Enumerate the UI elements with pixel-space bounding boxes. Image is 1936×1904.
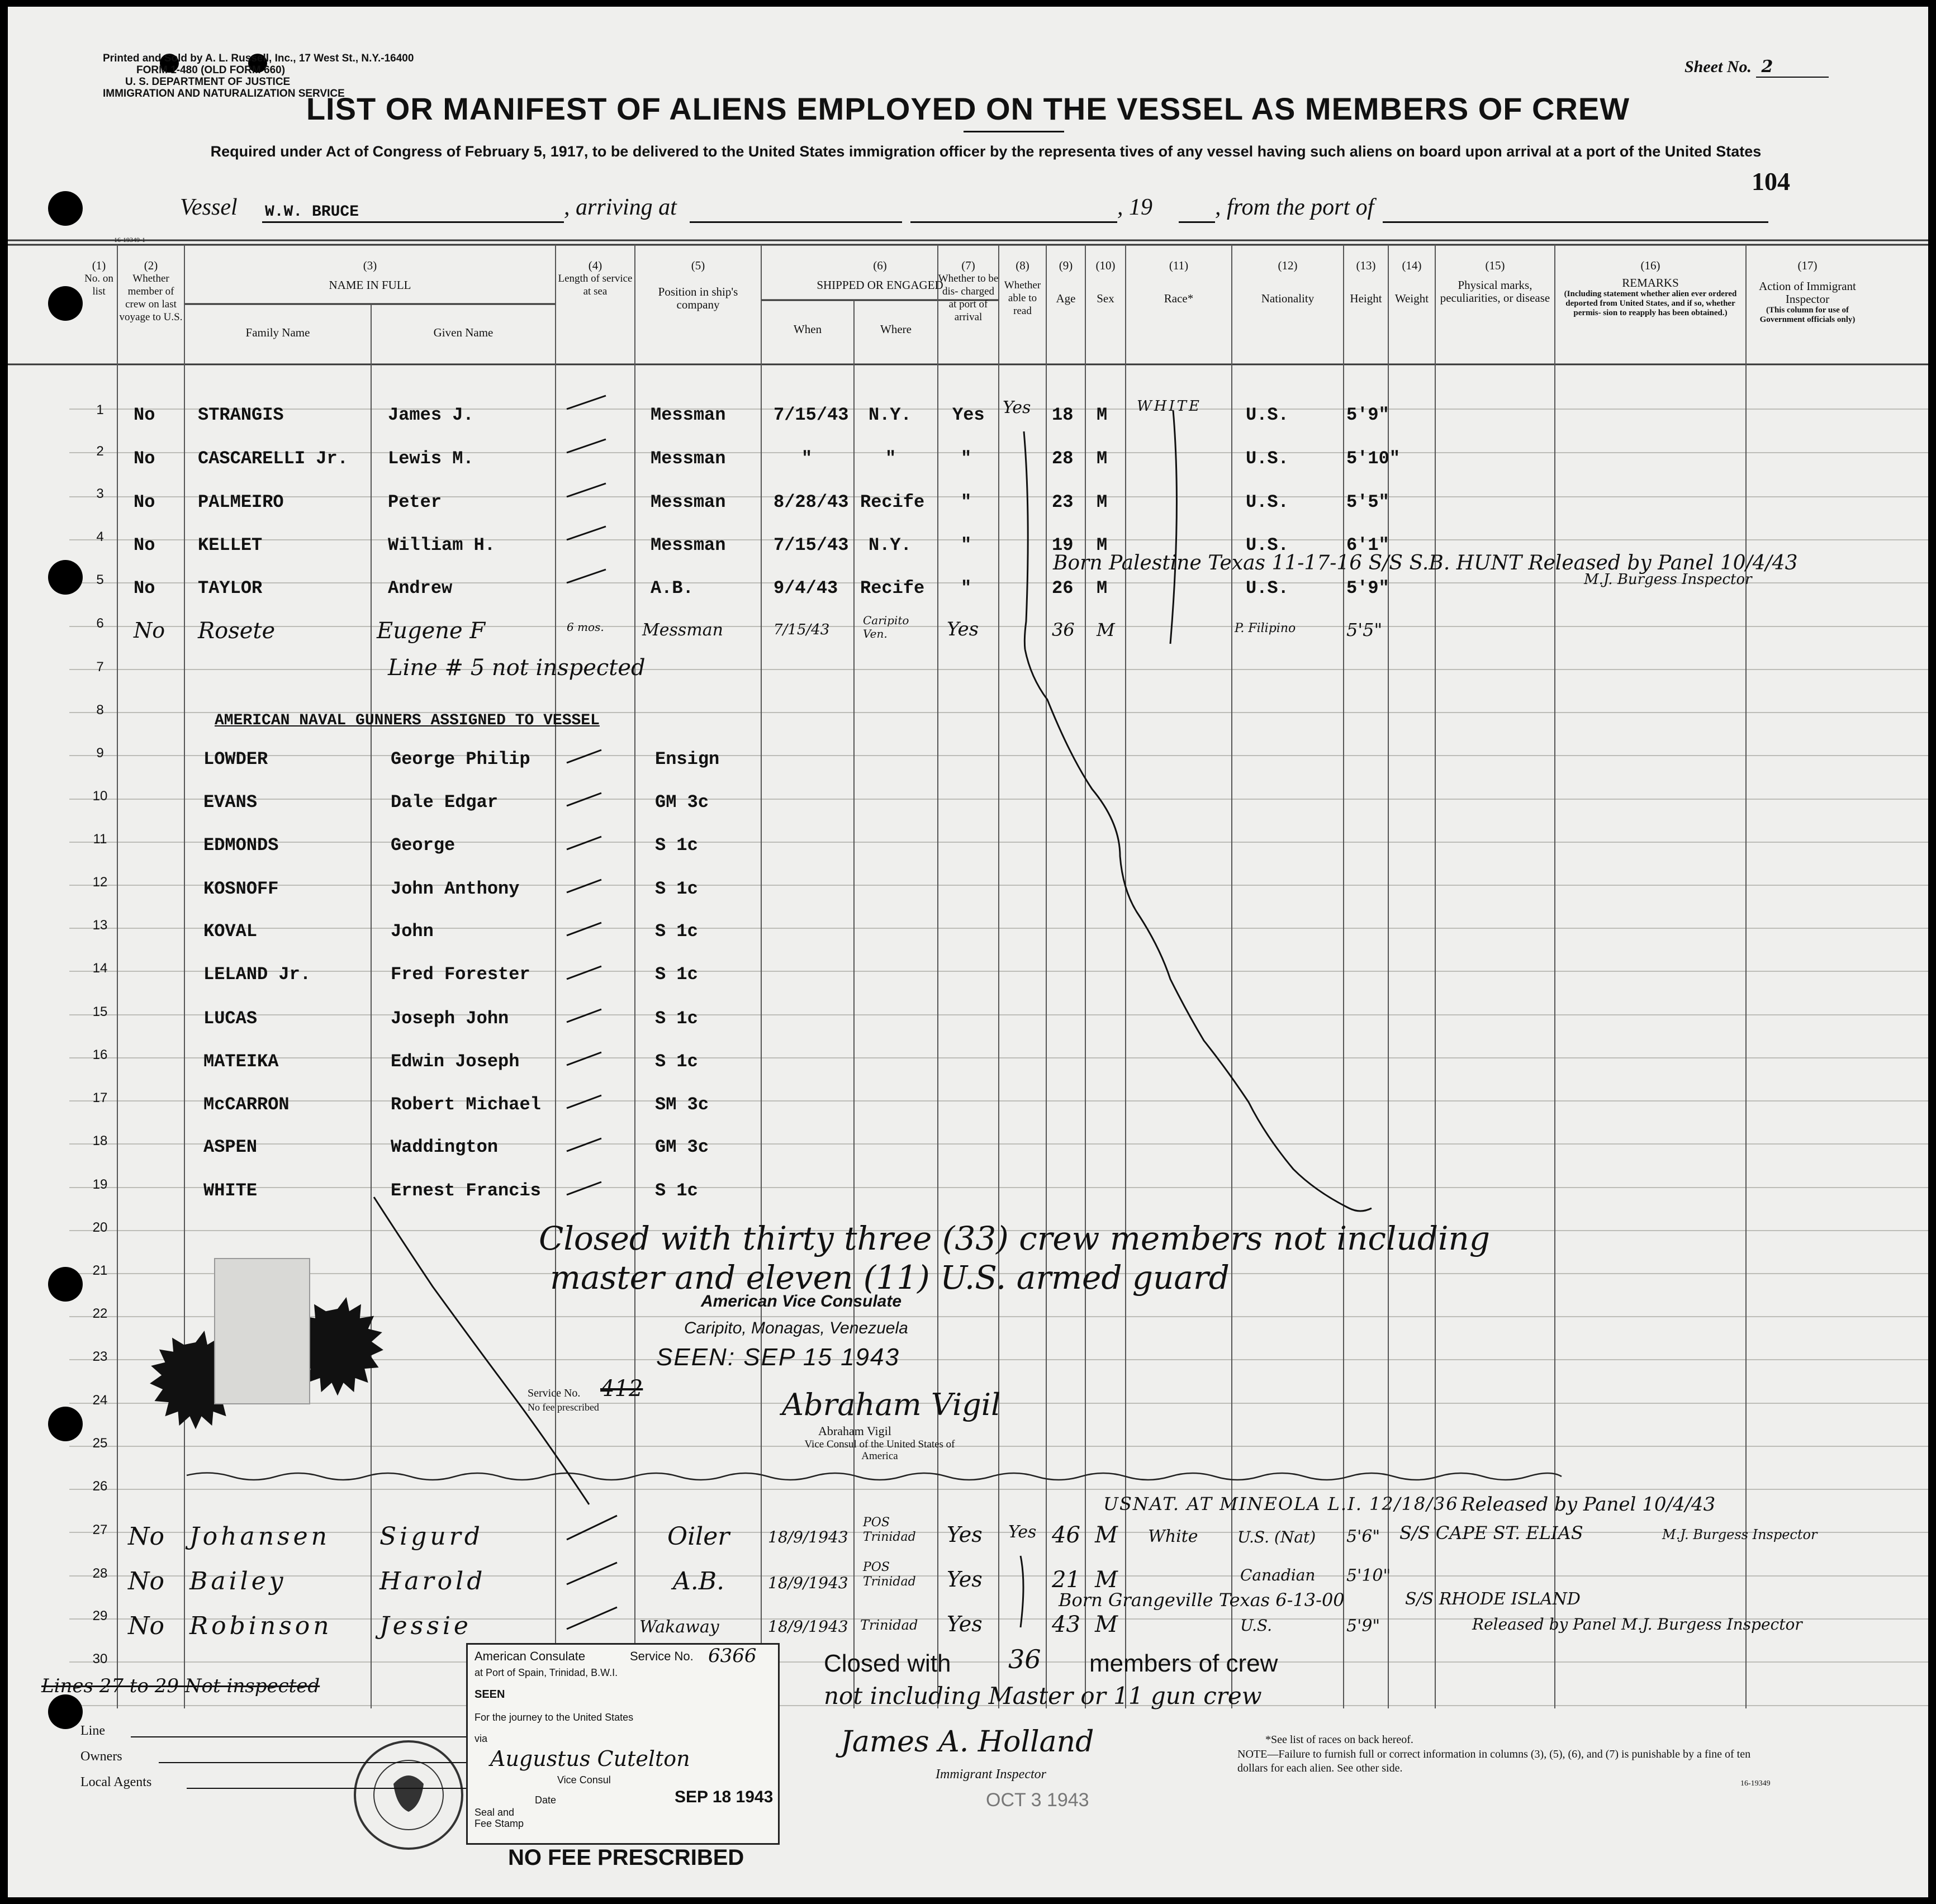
row-number: 30 [92, 1651, 108, 1666]
sex: M [1095, 1567, 1118, 1593]
shipped-when: 7/15/43 [774, 535, 849, 555]
shipped-where: Recife [860, 578, 925, 599]
row7-note: Line # 5 not inspected [388, 655, 646, 681]
row-number: 17 [92, 1090, 108, 1105]
family-name: Johansen [189, 1522, 330, 1551]
when-header: When [793, 322, 822, 336]
stamp-via: via [474, 1733, 488, 1744]
family-name-header: Family Name [245, 326, 310, 339]
date-underline [910, 221, 1117, 223]
department-line: U. S. DEPARTMENT OF JUSTICE [125, 76, 291, 88]
position: Messman [651, 405, 726, 425]
position: GM 3c [655, 1137, 709, 1157]
age: 18 [1052, 405, 1074, 425]
family-name: LOWDER [203, 749, 268, 770]
position: A.B. [651, 578, 694, 599]
no-fee-stamp: NO FEE PRESCRIBED [508, 1845, 744, 1870]
nationality: U.S. [1246, 405, 1289, 425]
punch-hole [48, 1407, 83, 1441]
sex: M [1097, 578, 1108, 599]
family-name: KOVAL [203, 921, 258, 942]
shipped-when: 7/15/43 [774, 621, 830, 638]
stamp-signature: Augustus Cutelton [490, 1746, 690, 1771]
position: Messman [642, 620, 723, 640]
given-name: William H. [388, 535, 496, 555]
document-number: 104 [1752, 167, 1790, 196]
inspector-date-stamp: OCT 3 1943 [986, 1789, 1089, 1811]
row-number: 20 [92, 1220, 108, 1235]
discharged: Yes [947, 1522, 983, 1547]
shipped-where: Recife [860, 492, 925, 512]
race: WHITE [1137, 398, 1202, 415]
sex: M [1097, 492, 1108, 512]
owners-underline [159, 1762, 466, 1763]
port-underline [1383, 221, 1768, 223]
row-number: 15 [92, 1004, 108, 1019]
service-line: IMMIGRATION AND NATURALIZATION SERVICE [103, 88, 345, 99]
sex: M [1095, 1522, 1118, 1548]
row-number: 9 [96, 746, 104, 761]
shipped-where: POS Trinidad [863, 1560, 916, 1589]
small-form-number: 16-19349-1 [114, 236, 145, 244]
crew-last-voyage: No [134, 448, 155, 469]
given-name-header: Given Name [433, 326, 494, 339]
row-number: 6 [96, 616, 104, 631]
given-name: James J. [388, 405, 474, 425]
given-name: Eugene F [377, 618, 486, 644]
age: 23 [1052, 492, 1074, 512]
consulate-location: Caripito, Monagas, Venezuela [684, 1319, 908, 1337]
crew-last-voyage: No [134, 405, 155, 425]
age: 46 [1052, 1522, 1080, 1548]
punch-hole [48, 560, 83, 595]
col-8-header: (8) Whether able to read [1004, 259, 1041, 317]
height: 5'5" [1346, 492, 1389, 512]
from-port-label: , from the port of [1215, 194, 1374, 220]
position: Messman [651, 492, 726, 512]
position: Messman [651, 448, 726, 469]
crew-last-voyage: No [128, 1522, 164, 1551]
nationality: U.S. [1246, 535, 1289, 555]
vessel-name: W.W. BRUCE [265, 203, 359, 221]
discharged: " [961, 578, 972, 599]
stamp-seen: SEEN [474, 1688, 505, 1701]
col-11-header: (11) Race* [1164, 259, 1194, 305]
position: SM 3c [655, 1094, 709, 1115]
discharged: Yes [947, 618, 979, 640]
lines-not-inspected-note: Lines 27 to 29 Not inspected [41, 1675, 320, 1697]
discharged: " [961, 492, 972, 512]
position: Wakaway [639, 1617, 719, 1637]
manifest-sheet [8, 7, 1928, 1897]
closing-note-line2: master and eleven (11) U.S. armed guard [550, 1259, 1230, 1297]
height: 5'10" [1346, 1566, 1391, 1585]
col-7-header: (7) Whether to be dis- charged at port of arrival [938, 259, 999, 323]
stamp-service-label: Service No. [630, 1649, 694, 1663]
sex: M [1097, 619, 1115, 640]
row-number: 26 [92, 1479, 108, 1494]
shipped-where: Caripito Ven. [863, 614, 909, 640]
stamp-title: American Consulate [474, 1649, 586, 1663]
given-name: Andrew [388, 578, 453, 599]
crew-last-voyage: No [134, 492, 155, 512]
row29-release: Released by Panel M.J. Burgess Inspector [1472, 1615, 1802, 1634]
title-underline [964, 131, 1064, 132]
penalty-note: NOTE—Failure to furnish full or correct information in columns (3), (5), (6), and (7) is punishable by a fine of ten dollars for each alien. See other side. [1237, 1748, 1751, 1774]
given-name: John Anthony [391, 879, 520, 899]
year-label: , 19 [1117, 194, 1152, 220]
height: 5'6" [1346, 1527, 1380, 1546]
punch-hole [48, 1694, 83, 1729]
punch-hole [48, 286, 83, 321]
position: S 1c [655, 1051, 698, 1072]
closed-with-line2: not including Master or 11 gun crew [824, 1682, 1262, 1710]
nationality: U.S. [1240, 1616, 1273, 1635]
closed-with-count: 36 [1008, 1644, 1041, 1674]
family-name: STRANGIS [198, 405, 284, 425]
service-label: Service No. [528, 1387, 581, 1399]
given-name: George [391, 835, 455, 856]
family-name: LELAND Jr. [203, 964, 311, 985]
family-name: EDMONDS [203, 835, 279, 856]
col-14-header: (14) Weight [1394, 259, 1429, 305]
line-label: Line [80, 1723, 105, 1738]
col-10-header: (10) Sex [1095, 259, 1116, 305]
shipped-when: " [801, 448, 813, 469]
family-name: Bailey [189, 1567, 287, 1596]
col-13-header: (13) Height [1350, 259, 1382, 305]
family-name: WHITE [203, 1180, 258, 1201]
stamp-date-label: Date [535, 1794, 557, 1806]
row-number: 4 [96, 529, 104, 544]
row-number: 12 [92, 875, 108, 890]
row27-inspector: M.J. Burgess Inspector [1662, 1527, 1818, 1542]
nationality: P. Filipino [1235, 621, 1296, 635]
col-15-header: (15) Physical marks, peculiarities, or disease [1440, 259, 1550, 305]
given-name: Fred Forester [391, 964, 530, 985]
col-2-header: (2) Whether member of crew on last voyage to U.S. [119, 259, 183, 323]
family-name: Robinson [189, 1612, 333, 1640]
row-number: 28 [92, 1566, 108, 1581]
given-name: Jessie [379, 1612, 472, 1640]
vessel-label: Vessel [180, 194, 238, 220]
family-name: EVANS [203, 792, 258, 813]
where-header: Where [880, 322, 912, 336]
height: 6'1" [1346, 535, 1389, 555]
row-number: 10 [92, 789, 108, 804]
form-subtitle: Required under Act of Congress of February 5, 1917, to be delivered to the United States immigration officer by the representa tives of any vessel having such aliens on board upon arrival at a port of the United States [210, 143, 1762, 160]
position: S 1c [655, 1008, 698, 1029]
shipped-where: Trinidad [860, 1617, 918, 1633]
sheet-label: Sheet No. [1684, 58, 1752, 76]
family-name: MATEIKA [203, 1051, 279, 1072]
discharged: Yes [952, 405, 985, 425]
race-footnote: *See list of races on back hereof. [1265, 1734, 1413, 1746]
given-name: Harold [379, 1567, 486, 1596]
col-12-header: (12) Nationality [1261, 259, 1315, 305]
row-number: 23 [92, 1349, 108, 1364]
vessel-underline [262, 221, 564, 223]
form-line: FORM 1-480 (OLD FORM 660) [136, 64, 286, 76]
line-underline [131, 1736, 466, 1737]
shipped-where: POS Trinidad [863, 1516, 916, 1544]
height: 5'9" [1346, 1616, 1380, 1636]
row29-ship: S/S RHODE ISLAND [1405, 1589, 1581, 1609]
sex: M [1095, 1612, 1118, 1637]
year-underline [1179, 221, 1215, 223]
given-name: Peter [388, 492, 442, 512]
given-name: Ernest Francis [391, 1180, 541, 1201]
row-number: 3 [96, 486, 104, 501]
shipped-where: N.Y. [869, 405, 912, 425]
crew-last-voyage: No [128, 1567, 164, 1596]
sex: M [1097, 405, 1108, 425]
age: 43 [1052, 1612, 1080, 1637]
sheet-number [1684, 57, 1829, 78]
service-number: 412 [600, 1376, 643, 1402]
row29-birth-note: Born Grangeville Texas 6-13-00 [1059, 1589, 1345, 1611]
row-number: 29 [92, 1608, 108, 1623]
family-name: LUCAS [203, 1008, 258, 1029]
service-length: 6 mos. [567, 620, 604, 634]
discharged: " [961, 448, 972, 469]
age: 26 [1052, 578, 1074, 599]
given-name: Waddington [391, 1137, 499, 1157]
given-name: Dale Edgar [391, 792, 499, 813]
row-number: 1 [96, 402, 104, 417]
row-number: 19 [92, 1177, 108, 1192]
col-6-header: (6) SHIPPED OR ENGAGED [817, 259, 943, 292]
shipped-where: N.Y. [869, 535, 912, 555]
row5-inspector: M.J. Burgess Inspector [1584, 571, 1752, 588]
closed-with-rest: members of crew [1089, 1650, 1278, 1677]
col-16-header: (16) REMARKS (Including statement whether alien ever ordered deported from United States, and if so, whether permis- sion to reapply has been obtained.) [1564, 259, 1737, 317]
discharged: " [961, 535, 972, 555]
discharged: Yes [947, 1567, 983, 1592]
inspector-signature: James A. Holland [841, 1725, 1094, 1759]
row-number: 18 [92, 1133, 108, 1148]
row27-release: Released by Panel 10/4/43 [1461, 1493, 1716, 1516]
col-4-header: (4) Length of service at sea [558, 259, 633, 297]
family-name: KELLET [198, 535, 263, 555]
position: Oiler [667, 1522, 730, 1551]
family-name: Rosete [198, 618, 276, 644]
shipped-when: 9/4/43 [774, 578, 838, 599]
age: 28 [1052, 448, 1074, 469]
sex: M [1097, 448, 1108, 469]
family-name: CASCARELLI Jr. [198, 448, 348, 469]
gunners-heading: AMERICAN NAVAL GUNNERS ASSIGNED TO VESSEL [215, 712, 600, 729]
row27-naturalization-note: USNAT. AT MINEOLA L.I. 12/18/36 [1103, 1493, 1459, 1514]
shipped-when: 8/28/43 [774, 492, 849, 512]
col-5-header: (5) Position in ship's company [658, 259, 738, 311]
row-number: 7 [96, 659, 104, 675]
row-number: 24 [92, 1393, 108, 1408]
height: 5'9" [1346, 578, 1389, 599]
seen-stamp: SEEN: SEP 15 1943 [656, 1343, 900, 1371]
arriving-label: , arriving at [564, 194, 677, 220]
punch-hole [48, 191, 83, 226]
row-number: 21 [92, 1263, 108, 1278]
punch-hole [48, 1267, 83, 1302]
given-name: Lewis M. [388, 448, 474, 469]
stamp-place: at Port of Spain, Trinidad, B.W.I. [474, 1667, 618, 1678]
col-17-header: (17) Action of Immigrant Inspector (This column for use of Government officials only) [1759, 259, 1856, 324]
crew-last-voyage: No [134, 535, 155, 555]
arriving-underline [690, 221, 902, 223]
given-name: George Philip [391, 749, 530, 770]
form-footer-number: 16-19349 [1740, 1779, 1771, 1788]
given-name: Edwin Joseph [391, 1051, 520, 1072]
able-to-read: Yes [1003, 398, 1031, 417]
able-to-read: Yes [1008, 1522, 1037, 1542]
stamp-vice-consul: Vice Consul [557, 1774, 611, 1786]
position: GM 3c [655, 792, 709, 813]
position: S 1c [655, 879, 698, 899]
row-number: 13 [92, 918, 108, 933]
family-name: McCARRON [203, 1094, 290, 1115]
sheet-value: 2 [1756, 57, 1829, 78]
position: Messman [651, 535, 726, 555]
vice-consul-signature: Abraham Vigil [782, 1387, 1001, 1422]
stamp-journey: For the journey to the United States [474, 1712, 634, 1723]
shipped-when: 18/9/1943 [768, 1528, 848, 1546]
fee-label: No fee prescribed [528, 1402, 599, 1413]
age: 21 [1052, 1567, 1080, 1593]
family-name: KOSNOFF [203, 879, 279, 899]
given-name: Robert Michael [391, 1094, 541, 1115]
row-number: 14 [92, 961, 108, 976]
form-title: LIST OR MANIFEST OF ALIENS EMPLOYED ON THE VESSEL AS MEMBERS OF CREW [306, 91, 1630, 126]
row-number: 11 [93, 832, 107, 847]
stamp-date: SEP 18 1943 [675, 1788, 774, 1806]
given-name: John [391, 921, 434, 942]
family-name: TAYLOR [198, 578, 263, 599]
stamp-seal-label: Seal and Fee Stamp [474, 1807, 524, 1829]
position: S 1c [655, 964, 698, 985]
printer-line: Printed and Sold by A. L. Russell, Inc., 17 West St., N.Y.-16400 [103, 53, 414, 64]
local-agents-label: Local Agents [80, 1775, 152, 1789]
stamp-service-number: 6366 [708, 1645, 757, 1667]
crew-last-voyage: No [134, 578, 155, 599]
col-9-header: (9) Age [1056, 259, 1076, 305]
shipped-when: 18/9/1943 [768, 1574, 848, 1592]
row-number: 2 [96, 444, 104, 459]
row-number: 16 [92, 1047, 108, 1062]
nationality: U.S. [1246, 578, 1289, 599]
row-number: 22 [92, 1306, 108, 1321]
given-name: Joseph John [391, 1008, 509, 1029]
nationality: U.S. [1246, 448, 1289, 469]
position: S 1c [655, 921, 698, 942]
nationality: U.S. [1246, 492, 1289, 512]
port-of-spain-stamp [466, 1643, 780, 1845]
family-name: PALMEIRO [198, 492, 284, 512]
row5-remark: Born Palestine Texas 11-17-16 S/S S.B. HUNT Released by Panel 10/4/43 [1053, 552, 1798, 574]
nationality: Canadian [1240, 1566, 1316, 1584]
consulate-title: American Vice Consulate [701, 1292, 902, 1311]
inspector-label: Immigrant Inspector [936, 1767, 1046, 1782]
vice-consul-title: Vice Consul of the United States of America [804, 1438, 955, 1462]
sex: M [1097, 535, 1108, 555]
agents-underline [187, 1788, 466, 1789]
row-number: 25 [92, 1436, 108, 1451]
age: 19 [1052, 535, 1074, 555]
crew-last-voyage: No [134, 618, 165, 643]
height: 5'9" [1346, 405, 1389, 425]
position: S 1c [655, 835, 698, 856]
race: White [1148, 1527, 1198, 1546]
height: 5'5" [1346, 619, 1383, 640]
position: Ensign [655, 749, 720, 770]
row27-ship: S/S CAPE ST. ELIAS [1399, 1522, 1583, 1544]
position: A.B. [673, 1567, 725, 1596]
height: 5'10" [1346, 448, 1401, 469]
row-number: 8 [96, 702, 104, 718]
shipped-where: " [885, 448, 896, 469]
owners-label: Owners [80, 1749, 122, 1764]
given-name: Sigurd [379, 1522, 483, 1551]
shipped-when: 18/9/1943 [768, 1617, 848, 1636]
col-3-header: (3) NAME IN FULL [329, 259, 411, 292]
vice-consul-name: Abraham Vigil [818, 1424, 891, 1438]
family-name: ASPEN [203, 1137, 258, 1157]
shipped-when: 7/15/43 [774, 405, 849, 425]
row-number: 27 [92, 1522, 108, 1537]
closed-with-label: Closed with [824, 1650, 951, 1677]
nationality: U.S. (Nat) [1237, 1528, 1316, 1546]
position: S 1c [655, 1180, 698, 1201]
col-1-header: (1) No. on list [84, 259, 113, 297]
row-number: 5 [96, 572, 104, 587]
discharged: Yes [947, 1612, 983, 1636]
age: 36 [1052, 619, 1075, 640]
closing-note-line1: Closed with thirty three (33) crew members not including [539, 1219, 1490, 1257]
crew-last-voyage: No [128, 1612, 164, 1640]
